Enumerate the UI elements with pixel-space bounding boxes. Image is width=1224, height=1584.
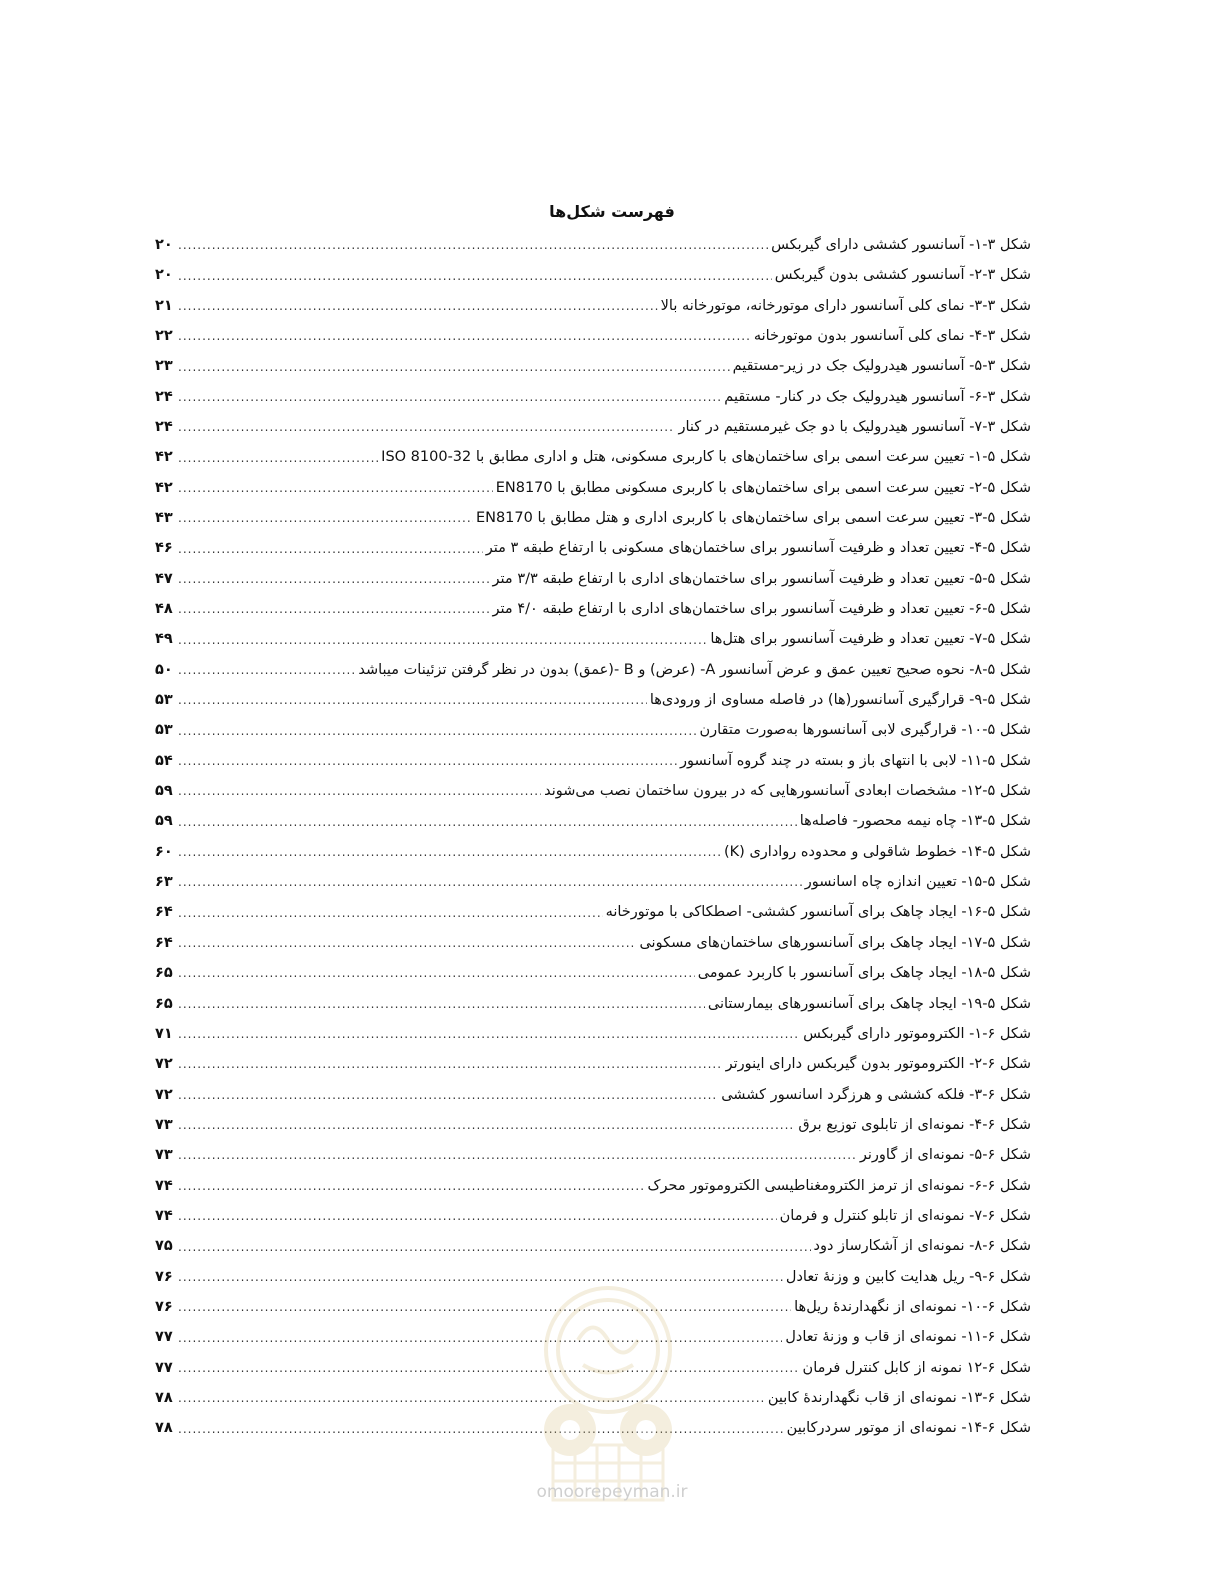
toc-entry xyxy=(155,442,1031,472)
toc-page-number: ۷۸ xyxy=(155,1420,173,1437)
toc-leader-dots xyxy=(178,907,603,919)
toc-entry-label: شکل ۵-۱۹- ایجاد چاهک برای آسانسورهای بیمارستانی xyxy=(707,995,1031,1012)
toc-leader-dots xyxy=(178,1058,723,1070)
toc-leader-dots xyxy=(178,452,378,464)
toc-leader-dots xyxy=(178,785,541,797)
toc-page-number: ۶۵ xyxy=(155,995,173,1012)
toc-entry xyxy=(155,473,1031,503)
toc-entry xyxy=(155,867,1031,897)
toc-leader-dots xyxy=(178,876,802,888)
toc-entry xyxy=(155,1110,1031,1140)
toc-leader-dots xyxy=(178,1180,645,1192)
toc-page-number: ۴۲ xyxy=(155,479,173,496)
toc-entry-label: شکل ۵-۱۲- مشخصات ابعادی آسانسورهایی که در بیرون ساختمان نصب می‌شوند xyxy=(544,783,1031,800)
toc-leader-dots xyxy=(178,725,696,737)
toc-entry xyxy=(155,1019,1031,1049)
toc-page-number: ۲۱ xyxy=(155,297,173,314)
toc-page-number: ۷۷ xyxy=(155,1359,173,1376)
toc-leader-dots xyxy=(178,816,797,828)
toc-page-number: ۶۴ xyxy=(155,904,173,921)
toc-page-number: ۵۳ xyxy=(155,692,173,709)
toc-leader-dots xyxy=(178,512,473,524)
toc-leader-dots xyxy=(178,1210,777,1222)
toc-page-number: ۲۴ xyxy=(155,418,173,435)
toc-page-number: ۴۳ xyxy=(155,510,173,527)
toc-leader-dots xyxy=(178,1241,811,1253)
toc-entry xyxy=(155,412,1031,442)
toc-entry-label: شکل ۵-۱۶- ایجاد چاهک برای آسانسور کششی- اصطکاکی با موتورخانه xyxy=(605,904,1031,921)
toc-entry-label: شکل ۵-۱۱- لابی با انتهای باز و بسته در چند گروه آسانسور xyxy=(680,752,1031,769)
toc-entry xyxy=(155,655,1031,685)
toc-page-number: ۷۴ xyxy=(155,1207,173,1224)
toc-page-number: ۷۳ xyxy=(155,1147,173,1164)
toc-entry xyxy=(155,837,1031,867)
toc-leader-dots xyxy=(178,1089,718,1101)
toc-page-number: ۴۲ xyxy=(155,449,173,466)
toc-entry xyxy=(155,746,1031,776)
toc-page-number: ۶۳ xyxy=(155,874,173,891)
toc-page-number: ۵۹ xyxy=(155,813,173,830)
toc-entry xyxy=(155,564,1031,594)
toc-entry-label: شکل ۶-۹- ریل هدایت کابین و وزنهٔ تعادل xyxy=(785,1268,1031,1285)
toc-entry xyxy=(155,989,1031,1019)
toc-entry-label: شکل ۵-۷- تعیین تعداد و ظرفیت آسانسور برای هتل‌ها xyxy=(710,631,1031,648)
toc-page-number: ۵۳ xyxy=(155,722,173,739)
watermark-site-text: omoorepeyman.ir xyxy=(536,1482,688,1502)
toc-leader-dots xyxy=(178,573,490,585)
toc-entry-label: شکل ۶-۱۱- نمونه‌ای از قاب و وزنهٔ تعادل xyxy=(785,1329,1031,1346)
toc-page-number: ۷۷ xyxy=(155,1329,173,1346)
toc-entry xyxy=(155,260,1031,290)
toc-entry-label: شکل ۶-۶- نمونه‌ای از ترمز الکترومغناطیسی الکتروموتور محرک xyxy=(647,1177,1031,1194)
toc-page-number: ۲۴ xyxy=(155,388,173,405)
toc-entry-label: شکل ۵-۱۴- خطوط شاقولی و محدوده رواداری (K) xyxy=(723,843,1031,860)
toc-entry xyxy=(155,716,1031,746)
toc-page-number: ۷۳ xyxy=(155,1116,173,1133)
toc-entry xyxy=(155,1201,1031,1231)
toc-entry xyxy=(155,533,1031,563)
toc-page-number: ۷۸ xyxy=(155,1389,173,1406)
toc-entry-label: شکل ۶-۱۳- نمونه‌ای از قاب نگهدارندهٔ کابین xyxy=(767,1389,1031,1406)
toc-entry xyxy=(155,321,1031,351)
toc-entry-label: شکل ۵-۲- تعیین سرعت اسمی برای ساختمان‌های با کاربری مسکونی مطابق با EN8170 xyxy=(495,479,1031,496)
toc-leader-dots xyxy=(178,603,490,615)
toc-page-number: ۶۵ xyxy=(155,965,173,982)
toc-leader-dots xyxy=(178,300,658,312)
toc-leader-dots xyxy=(178,421,675,433)
toc-entry-label: شکل ۵-۵- تعیین تعداد و ظرفیت آسانسور برای ساختمان‌های اداری با ارتفاع طبقه ۳/۳ متر xyxy=(492,570,1031,587)
toc-entry-label: شکل ۶-۱۴- نمونه‌ای از موتور سردرکابین xyxy=(786,1420,1031,1437)
toc-leader-dots xyxy=(178,239,768,251)
toc-entry xyxy=(155,1049,1031,1079)
toc-leader-dots xyxy=(178,361,730,373)
toc-entry-label: شکل ۳-۳- نمای کلی آسانسور دارای موتورخانه، موتورخانه بالا xyxy=(660,297,1031,314)
toc-entry xyxy=(155,382,1031,412)
toc-entry-label: شکل ۵-۶- تعیین تعداد و ظرفیت آسانسور برای ساختمان‌های اداری با ارتفاع طبقه ۴/۰ متر xyxy=(492,601,1031,618)
toc-entry-label: شکل ۳-۱- آسانسور کششی دارای گیربکس xyxy=(771,236,1031,253)
toc-entry xyxy=(155,230,1031,260)
toc-entry xyxy=(155,1231,1031,1261)
toc-entry-label: شکل ۵-۱۳- چاه نیمه محصور- فاصله‌ها xyxy=(799,813,1031,830)
toc-entry-label: شکل ۳-۷- آسانسور هیدرولیک با دو جک غیرمستقیم در کنار xyxy=(678,418,1031,435)
toc-page-number: ۲۰ xyxy=(155,267,173,284)
toc-leader-dots xyxy=(178,846,721,858)
toc-entry-label: شکل ۶-۲- الکتروموتور بدون گیربکس دارای اینورتر xyxy=(725,1056,1031,1073)
toc-entry-label: شکل ۶-۷- نمونه‌ای از تابلو کنترل و فرمان xyxy=(779,1207,1031,1224)
toc-entry xyxy=(155,928,1031,958)
toc-leader-dots xyxy=(178,634,707,646)
toc-page-number: ۵۰ xyxy=(155,661,173,678)
toc-entry xyxy=(155,503,1031,533)
toc-leader-dots xyxy=(178,482,493,494)
toc-entry-label: شکل ۵-۸- نحوه صحیح تعیین عمق و عرض آسانسور A- (عرض) و B -(عمق) بدون در نظر گرفتن تزئینات میباشد xyxy=(358,661,1031,678)
toc-entry xyxy=(155,685,1031,715)
toc-page-number: ۷۶ xyxy=(155,1298,173,1315)
toc-leader-dots xyxy=(178,1149,857,1161)
toc-entry-label: شکل ۶-۱۲ نمونه از کابل کنترل فرمان xyxy=(802,1359,1031,1376)
toc-entry-label: شکل ۳-۶- آسانسور هیدرولیک جک در کنار- مستقیم xyxy=(724,388,1031,405)
toc-entry xyxy=(155,1080,1031,1110)
toc-entry xyxy=(155,958,1031,988)
toc-entry xyxy=(155,776,1031,806)
toc-page-number: ۴۹ xyxy=(155,631,173,648)
toc-entry xyxy=(155,1140,1031,1170)
logo-watermark-icon xyxy=(508,1270,708,1510)
toc-page-number: ۷۶ xyxy=(155,1268,173,1285)
toc-page-number: ۲۰ xyxy=(155,236,173,253)
toc-entry-label: شکل ۶-۴- نمونه‌ای از تابلوی توزیع برق xyxy=(798,1116,1031,1133)
toc-entry xyxy=(155,807,1031,837)
toc-entry-label: شکل ۶-۱- الکتروموتور دارای گیربکس xyxy=(803,1025,1031,1042)
toc-page-number: ۷۱ xyxy=(155,1025,173,1042)
toc-entry-label: شکل ۵-۱۷- ایجاد چاهک برای آسانسورهای ساختمان‌های مسکونی xyxy=(639,934,1031,951)
toc-leader-dots xyxy=(178,967,695,979)
toc-leader-dots xyxy=(178,1028,800,1040)
toc-page-number: ۵۴ xyxy=(155,752,173,769)
toc-page-number: ۴۶ xyxy=(155,540,173,557)
toc-entry xyxy=(155,351,1031,381)
toc-entry xyxy=(155,594,1031,624)
toc-entry-label: شکل ۶-۳- فلکه کششی و هرزگرد اسانسور کششی xyxy=(721,1086,1031,1103)
toc-entry-label: شکل ۳-۴- نمای کلی آسانسور بدون موتورخانه xyxy=(753,327,1031,344)
toc-entry-label: شکل ۵-۱۰- قرارگیری لابی آسانسورها به‌صورت متقارن xyxy=(699,722,1031,739)
toc-entry-label: شکل ۵-۳- تعیین سرعت اسمی برای ساختمان‌های با کاربری اداری و هتل مطابق با EN8170 xyxy=(475,510,1031,527)
toc-page-number: ۴۸ xyxy=(155,601,173,618)
toc-entry-label: شکل ۶-۱۰- نمونه‌ای از نگهدارندهٔ ریل‌ها xyxy=(794,1298,1031,1315)
toc-leader-dots xyxy=(178,330,751,342)
toc-entry-label: شکل ۵-۴- تعیین تعداد و ظرفیت آسانسور برای ساختمان‌های مسکونی با ارتفاع طبقه ۳ متر xyxy=(485,540,1031,557)
toc-entry xyxy=(155,1171,1031,1201)
toc-leader-dots xyxy=(178,1119,795,1131)
toc-page-number: ۷۴ xyxy=(155,1177,173,1194)
toc-entry-label: شکل ۳-۲- آسانسور کششی بدون گیربکس xyxy=(774,267,1031,284)
toc-page-number: ۷۲ xyxy=(155,1086,173,1103)
figure-list xyxy=(155,230,1031,1444)
toc-page-number: ۷۵ xyxy=(155,1238,173,1255)
toc-entry xyxy=(155,898,1031,928)
toc-leader-dots xyxy=(178,694,647,706)
toc-leader-dots xyxy=(178,937,636,949)
toc-page-number: ۶۰ xyxy=(155,843,173,860)
toc-page-number: ۶۴ xyxy=(155,934,173,951)
toc-entry-label: شکل ۳-۵- آسانسور هیدرولیک جک در زیر-مستقیم xyxy=(732,358,1031,375)
toc-leader-dots xyxy=(178,998,705,1010)
page-title: فهرست شکل‌ها xyxy=(549,202,675,221)
toc-entry-label: شکل ۶-۸- نمونه‌ای از آشکارساز دود xyxy=(813,1238,1031,1255)
toc-leader-dots xyxy=(178,664,355,676)
toc-entry-label: شکل ۵-۱۵- تعیین اندازه چاه اسانسور xyxy=(804,874,1031,891)
toc-entry-label: شکل ۵-۱- تعیین سرعت اسمی برای ساختمان‌های با کاربری مسکونی، هتل و اداری مطابق با ISO 8100-32 xyxy=(381,449,1031,466)
toc-entry-label: شکل ۵-۹- قرارگیری آسانسور(ها) در فاصله مساوی از ورودی‌ها xyxy=(649,692,1031,709)
toc-page-number: ۲۳ xyxy=(155,358,173,375)
toc-entry xyxy=(155,624,1031,654)
toc-page-number: ۷۲ xyxy=(155,1056,173,1073)
toc-leader-dots xyxy=(178,755,677,767)
toc-entry-label: شکل ۶-۵- نمونه‌ای از گاورنر xyxy=(859,1147,1031,1164)
toc-page-number: ۴۷ xyxy=(155,570,173,587)
toc-leader-dots xyxy=(178,270,772,282)
toc-entry-label: شکل ۵-۱۸- ایجاد چاهک برای آسانسور با کاربرد عمومی xyxy=(697,965,1031,982)
toc-leader-dots xyxy=(178,391,721,403)
toc-page-number: ۲۲ xyxy=(155,327,173,344)
toc-leader-dots xyxy=(178,543,483,555)
toc-entry xyxy=(155,291,1031,321)
toc-page-number: ۵۹ xyxy=(155,783,173,800)
